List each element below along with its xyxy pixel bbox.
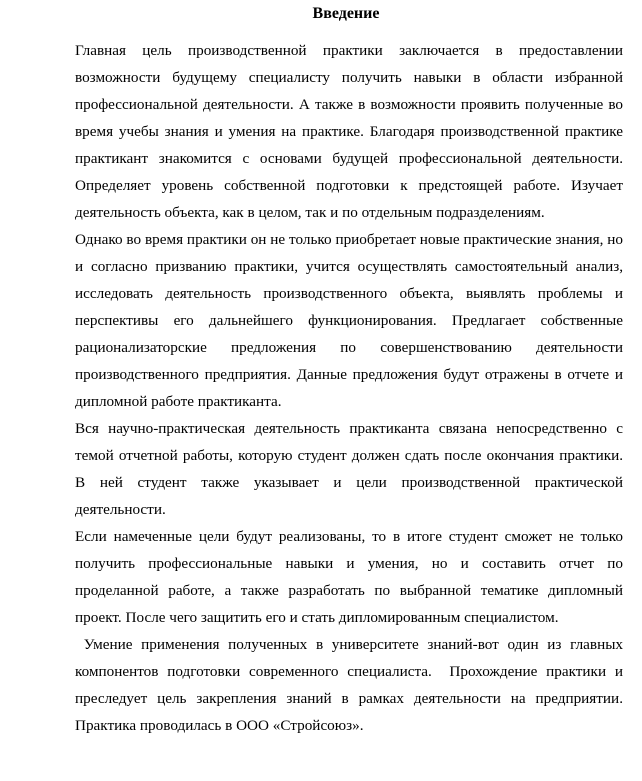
page-title: Введение	[312, 5, 380, 22]
document-body	[75, 37, 627, 739]
paragraph: Однако во время практики он не только приобретает новые практические знания, но и согласно призванию практики, учится осуществлять самостоятельный анализ, исследовать деятельность производственного объекта, выявлять проблемы и перспективы его дальнейшего функционирования. Предлагает собственные рационализаторские предложения по совершенствованию деятельности производственного предприятия. Данные предложения будут отражены в отчете и дипломной работе практиканта.	[75, 231, 623, 410]
paragraph: Если намеченные цели будут реализованы, то в итоге студент сможет не только получить профессиональные навыки и умения, но и составить отчет по проделанной работе, а также разработать по выбранной тематике дипломный проект. После чего защитить его и стать дипломированным специалистом.	[75, 528, 623, 626]
paragraph: Главная цель производственной практики заключается в предоставлении возможности будущему специалисту получить навыки в области избранной профессиональной деятельности. А также в возможности проявить полученные во время учебы знания и умения на практике. Благодаря производственной практике практикант знакомится с основами будущей профессиональной деятельности. Определяет уровень собственной подготовки к предстоящей работе. Изучает деятельность объекта, как в целом, так и по отдельным подразделениям.	[75, 42, 623, 221]
paragraph: Умение применения полученных в университете знаний-вот один из главных компонентов подготовки современного специалиста. Прохождение практики и преследует цель закрепления знаний в рамках деятельности на предприятии. Практика проводилась в ООО «Стройсоюз».	[75, 636, 627, 734]
paragraph: Вся научно-практическая деятельность практиканта связана непосредственно с темой отчетной работы, которую студент должен сдать после окончания практики. В ней студент также указывает и цели производственной практической деятельности.	[75, 420, 623, 518]
